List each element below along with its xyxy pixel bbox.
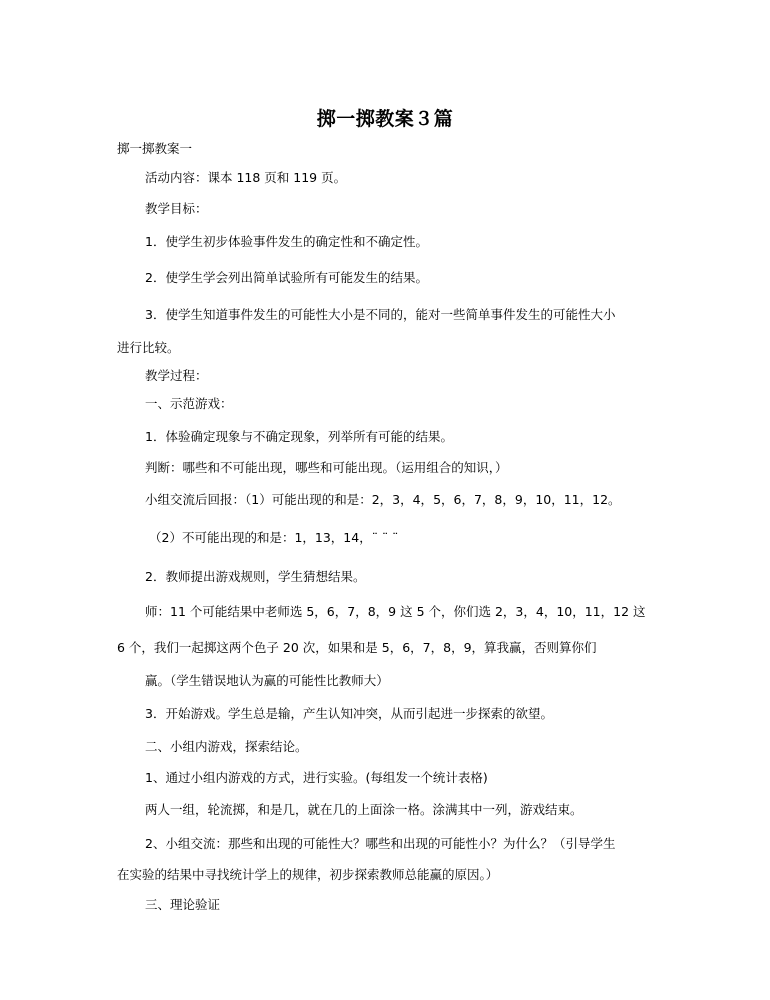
paragraph-line: 进行比较。 [117,340,180,355]
paragraph-line: 师：11 个可能结果中老师选 5，6，7，8，9 这 5 个，你们选 2，3，4，10，11，12 这 [145,604,646,619]
paragraph-line: 1、通过小组内游戏的方式，进行实验。(每组发一个统计表格) [145,770,488,785]
paragraph-line: 2．使学生学会列出简单试验所有可能发生的结果。 [145,270,428,285]
paragraph-line: 教学目标： [145,201,208,216]
paragraph-line: 判断：哪些和不可能出现，哪些和可能出现。（运用组合的知识，） [145,460,508,475]
paragraph-line: 2．教师提出游戏规则，学生猜想结果。 [145,569,366,584]
paragraph-line: 三、理论验证 [145,897,221,912]
paragraph-line: 1．体验确定现象与不确定现象，列举所有可能的结果。 [145,429,453,444]
paragraph-line: 教学过程： [145,368,208,383]
paragraph-line: 两人一组，轮流掷，和是几，就在几的上面涂一格。涂满其中一列，游戏结束。 [145,802,583,817]
paragraph-line: 2、小组交流：那些和出现的可能性大？哪些和出现的可能性小？为什么？（引导学生 [145,836,616,851]
paragraph-line: 小组交流后回报：（1）可能出现的和是：2，3，4，5，6，7，8，9，10，11，12。 [145,492,621,507]
document-title: 掷一掷教案３篇 [316,108,454,130]
paragraph-line: 一、示范游戏： [145,396,233,411]
paragraph-line: 二、小组内游戏，探索结论。 [145,739,308,754]
paragraph-line: 3．开始游戏。学生总是输，产生认知冲突，从而引起进一步探索的欲望。 [145,706,553,721]
paragraph-line: 6 个，我们一起掷这两个色子 20 次，如果和是 5，6，7，8，9，算我赢，否则算你们 [117,640,597,655]
paragraph-line: 赢。（学生错误地认为赢的可能性比教师大） [145,673,389,688]
paragraph-line: 活动内容：课本 118 页和 119 页。 [145,170,347,185]
section-heading: 掷一掷教案一 [117,141,193,156]
paragraph-line: 在实验的结果中寻找统计学上的规律，初步探索教师总能赢的原因。） [117,867,499,882]
paragraph-line: 1．使学生初步体验事件发生的确定性和不确定性。 [145,234,428,249]
paragraph-line: 3．使学生知道事件发生的可能性大小是不同的，能对一些简单事件发生的可能性大小 [145,307,616,322]
paragraph-line: （2）不可能出现的和是：1，13，14，¨ ¨ ¨ [149,530,399,545]
